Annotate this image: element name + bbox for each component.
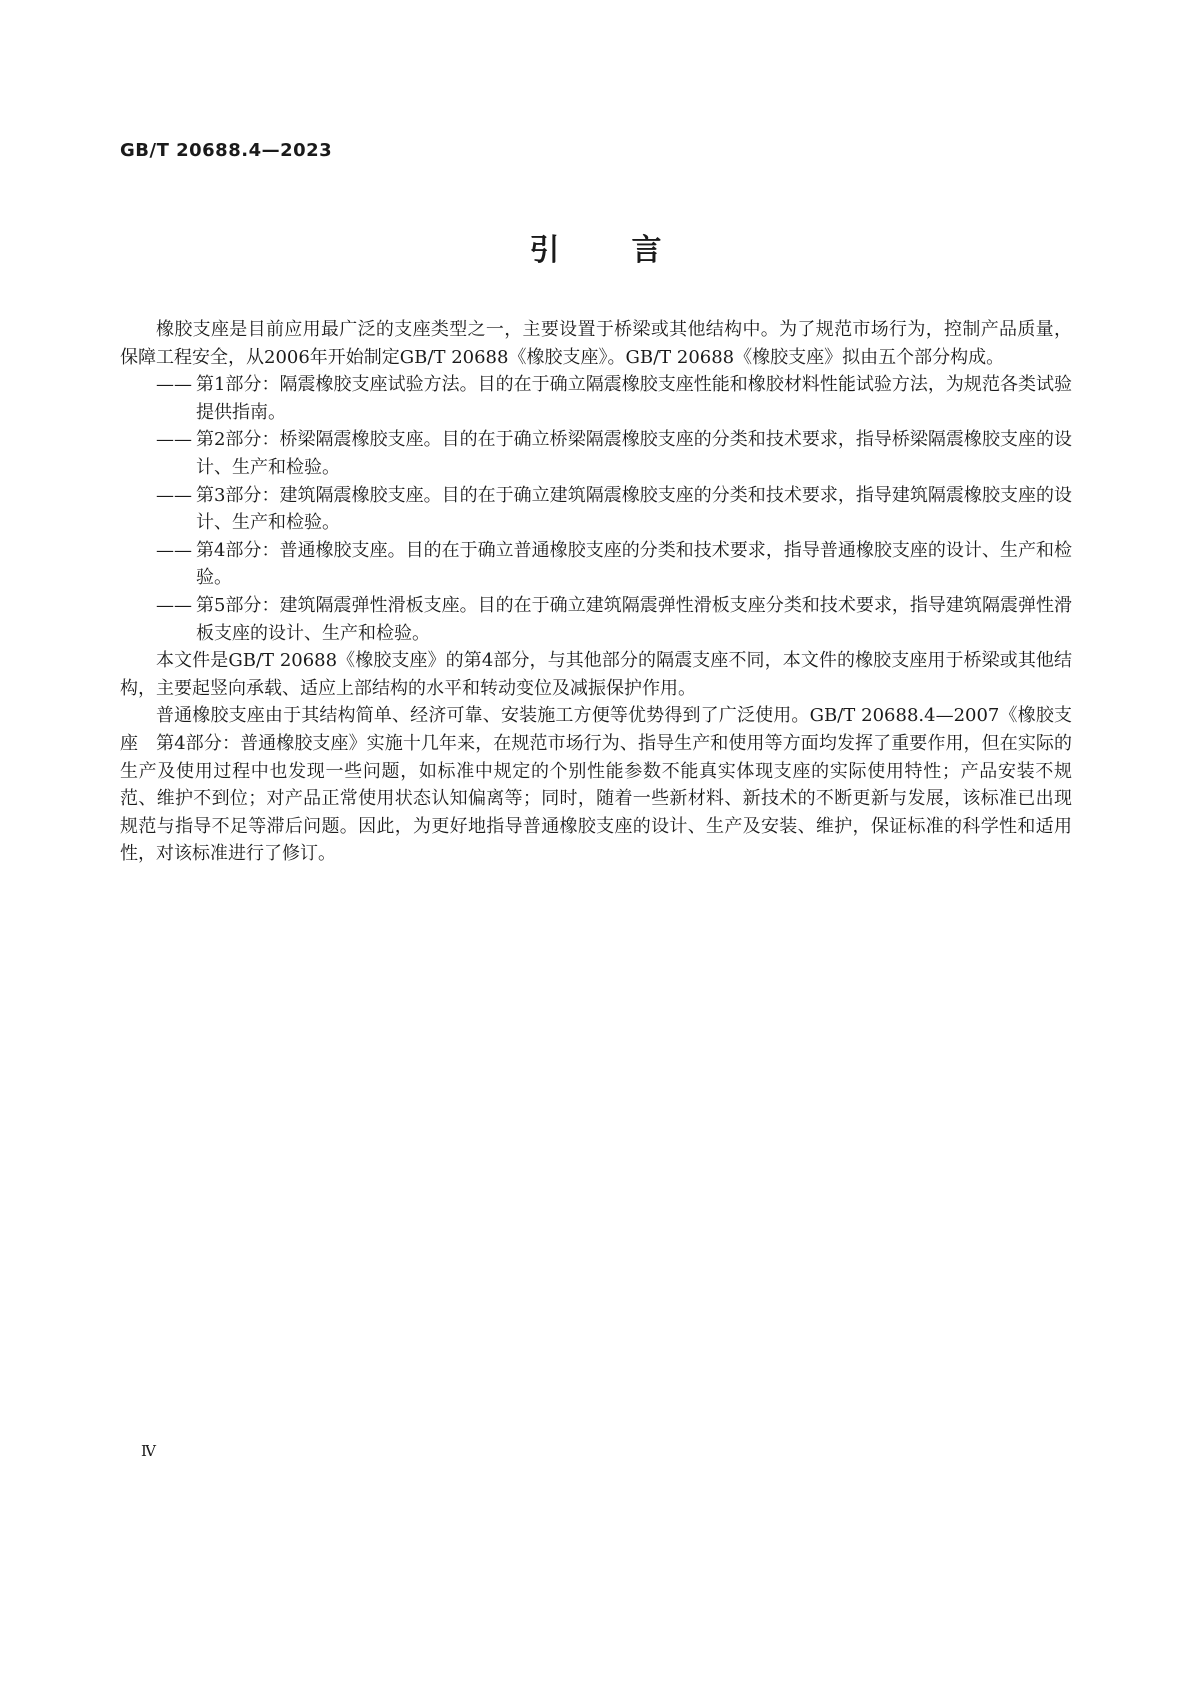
- list-dash: ——: [156, 484, 192, 506]
- list-item: [120, 592, 1072, 647]
- foreword-body: [120, 316, 1072, 868]
- list-item-text: 第4部分：普通橡胶支座。目的在于确立普通橡胶支座的分类和技术要求，指导普通橡胶支座的设计、生产和检验。: [196, 539, 1072, 589]
- list-item: [120, 426, 1072, 481]
- page-number: Ⅳ: [141, 1442, 156, 1460]
- revision-paragraph: 普通橡胶支座由于其结构简单、经济可靠、安装施工方便等优势得到了广泛使用。GB/T 20688.4—2007《橡胶支座 第4部分：普通橡胶支座》实施十几年来，在规范市场行为、指导生产和使用等方面均发挥了重要作用，但在实际的生产及使用过程中也发现一些问题，如标准中规定的个别性能参数不能真实体现支座的实际使用特性；产品安装不规范、维护不到位；对产品正常使用状态认知偏离等；同时，随着一些新材料、新技术的不断更新与发展，该标准已出现规范与指导不足等滞后问题。因此，为更好地指导普通橡胶支座的设计、生产及安装、维护，保证标准的科学性和适用性，对该标准进行了修订。: [120, 705, 1072, 865]
- intro-paragraph: 橡胶支座是目前应用最广泛的支座类型之一，主要设置于桥梁或其他结构中。为了规范市场行为，控制产品质量，保障工程安全，从2006年开始制定GB/T 20688《橡胶支座》。GB/T 20688《橡胶支座》拟由五个部分构成。: [120, 319, 1072, 368]
- list-dash: ——: [156, 374, 192, 396]
- list-item-text: 第2部分：桥梁隔震橡胶支座。目的在于确立桥梁隔震橡胶支座的分类和技术要求，指导桥梁隔震橡胶支座的设计、生产和检验。: [196, 429, 1072, 478]
- list-item-text: 第1部分：隔震橡胶支座试验方法。目的在于确立隔震橡胶支座性能和橡胶材料性能试验方法，为规范各类试验提供指南。: [196, 374, 1072, 423]
- list-dash: ——: [156, 594, 192, 616]
- list-item-text: 第5部分：建筑隔震弹性滑板支座。目的在于确立建筑隔震弹性滑板支座分类和技术要求，指导建筑隔震弹性滑板支座的设计、生产和检验。: [196, 594, 1072, 644]
- list-dash: ——: [156, 539, 192, 561]
- parts-list: [120, 371, 1072, 647]
- list-item: [120, 537, 1072, 592]
- scope-paragraph: 本文件是GB/T 20688《橡胶支座》的第4部分，与其他部分的隔震支座不同，本文件的橡胶支座用于桥梁或其他结构，主要起竖向承载、适应上部结构的水平和转动变位及减振保护作用。: [120, 650, 1072, 699]
- standard-code: GB/T 20688.4—2023: [120, 140, 333, 161]
- list-item-text: 第3部分：建筑隔震橡胶支座。目的在于确立建筑隔震橡胶支座的分类和技术要求，指导建筑隔震橡胶支座的设计、生产和检验。: [196, 484, 1072, 534]
- list-item: [120, 371, 1072, 426]
- list-item: [120, 482, 1072, 537]
- page-title: 引言: [529, 233, 734, 268]
- list-dash: ——: [156, 429, 192, 451]
